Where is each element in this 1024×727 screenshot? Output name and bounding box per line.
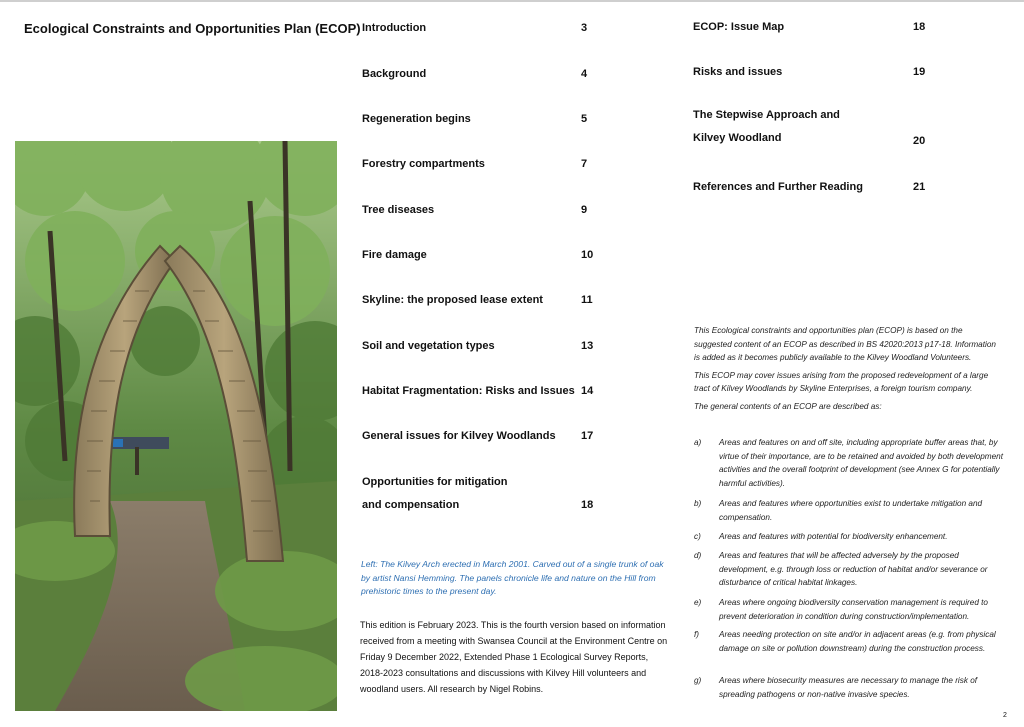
toc-page: 19 [913, 66, 926, 78]
intro-paragraph: The general contents of an ECOP are described as: [694, 401, 882, 411]
arch-illustration [15, 141, 337, 711]
toc-page: 9 [581, 204, 588, 216]
list-text: Areas and features that will be affected adversely by the proposed development, e.g. through loss or reduction of habitat and/or severance or disturbance of critical habitat linkages. [719, 551, 988, 588]
toc-page: 18 [913, 21, 926, 33]
toc-title: Skyline: the proposed lease extent [362, 294, 543, 306]
list-label: d) [694, 551, 702, 560]
photo-caption: Left: The Kilvey Arch erected in March 2001. Carved out of a single trunk of oak by artist Nansi Hemming. The panels chronicle life and nature on the Hill from prehistoric times to the present day. [361, 559, 664, 596]
toc-title-line1: The Stepwise Approach and [693, 109, 840, 121]
toc-page: 20 [913, 135, 926, 147]
toc-title: References and Further Reading [693, 181, 863, 193]
toc-page: 11 [581, 294, 593, 306]
toc-page: 7 [581, 158, 588, 170]
toc-title: ECOP: Issue Map [693, 21, 785, 33]
list-text: Areas and features on and off site, including appropriate buffer areas that, by virtue of their importance, are to be retained and avoided by both development activities and the overall footprint of development (see Annex G for potentially harmful activities). [719, 438, 1004, 488]
edition-note: This edition is February 2023. This is the fourth version based on information received from a meeting with Swansea Council at the Environment Centre on Friday 9 December 2022, Extended Phase 1 Ecological Survey Reports, 2018-2023 consultations and discussions with Kilvey Hill volunteers and woodland users. All research by Nigel Robins. [360, 620, 668, 694]
toc-title-line2: Kilvey Woodland [693, 132, 782, 144]
list-text: Areas and features with potential for biodiversity enhancement. [719, 532, 948, 541]
intro-text [694, 324, 999, 418]
toc-title-line1: Opportunities for mitigation [362, 476, 508, 488]
toc-title: General issues for Kilvey Woodlands [362, 430, 556, 442]
toc-page: 21 [913, 181, 926, 193]
toc-title: Risks and issues [693, 66, 783, 78]
intro-paragraph: This Ecological constraints and opportunities plan (ECOP) is based on the suggested content of an ECOP as described in BS 42020:2013 p17-18. Information is added as it becomes publicly available to the Kilvey Woodland Volunteers. [694, 326, 996, 363]
list-label: f) [694, 630, 700, 639]
toc-page: 18 [581, 499, 594, 511]
toc-page: 10 [581, 249, 594, 261]
toc-title: Tree diseases [362, 204, 435, 216]
list-label: e) [694, 598, 702, 607]
toc-title: Fire damage [362, 249, 427, 261]
toc-page: 4 [581, 68, 588, 80]
page-number: 2 [1003, 712, 1007, 719]
list-text: Areas and features where opportunities exist to undertake mitigation and compensation. [719, 499, 983, 522]
list-text: Areas needing protection on site and/or in adjacent areas (e.g. from physical damage on site or pollution downstream) during the construction process. [719, 630, 996, 653]
toc-title-line2: and compensation [362, 499, 460, 511]
toc-title: Forestry compartments [362, 158, 485, 170]
toc-title: Background [362, 68, 427, 80]
kilvey-arch-photo [15, 141, 337, 711]
list-text: Areas where ongoing biodiversity conservation management is required to prevent deterioration in condition during construction/implementation. [719, 598, 988, 621]
list-text: Areas where biosecurity measures are necessary to manage the risk of spreading pathogens or non-native invasive species. [719, 676, 978, 699]
toc-title: Introduction [362, 22, 427, 34]
toc-page: 14 [581, 385, 594, 397]
list-label: a) [694, 438, 702, 447]
list-label: g) [694, 676, 702, 685]
intro-paragraph: This ECOP may cover issues arising from the proposed redevelopment of a large tract of Kilvey Woodlands by Skyline Enterprises, a foreign tourism company. [694, 370, 989, 394]
list-label: c) [694, 532, 701, 541]
document-title: Ecological Constraints and Opportunities Plan (ECOP) [24, 21, 361, 36]
toc-page: 3 [581, 22, 588, 34]
top-rule [0, 0, 1024, 2]
list-label: b) [694, 499, 702, 508]
toc-page: 13 [581, 340, 594, 352]
toc-title: Regeneration begins [362, 113, 471, 125]
toc-page: 5 [581, 113, 588, 125]
toc-page: 17 [581, 430, 594, 442]
toc-title: Habitat Fragmentation: Risks and Issues [362, 385, 575, 397]
toc-title: Soil and vegetation types [362, 340, 495, 352]
